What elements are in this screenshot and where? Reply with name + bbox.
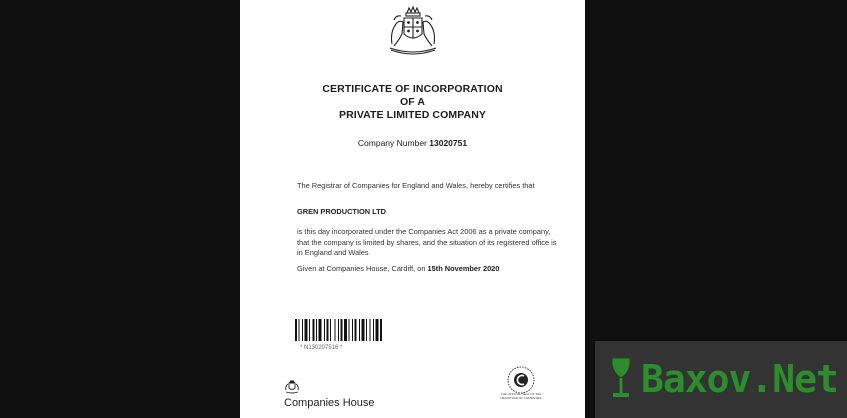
certificate-page [240,0,585,418]
wine-glass-icon [607,356,635,402]
royal-coat-of-arms-icon [382,4,444,56]
watermark-text: Baxov.Net [641,357,838,401]
barcode [295,319,425,341]
companies-house-name: Companies House [284,397,375,409]
given-at-line [297,264,559,275]
certificate-title-line-1: CERTIFICATE OF INCORPORATION [322,83,503,95]
official-seal-icon [496,360,546,410]
given-date: 15th November 2020 [427,264,500,273]
certificate-title-line-3: PRIVATE LIMITED COMPANY [339,109,486,121]
certificate-title-line-2: OF A [399,96,426,108]
company-number-label: Company Number [357,138,427,148]
companies-house-crest-icon [284,380,300,394]
seal-caption: THE OFFICIAL SEAL OF THE REGISTRAR OF COMPANIES [500,392,542,400]
incorporation-text: is this day incorporated under the Companies Act 2006 as a private company, that the company is limited by shares, and the situation of its registered office is in England and Wales [297,227,557,257]
barcode-number: * N130207516 * [300,345,343,351]
company-number-line [240,138,585,148]
company-name: GREN PRODUCTION LTD [297,207,386,216]
company-number-value: 13020751 [429,138,468,148]
given-prefix: Given at Companies House, Cardiff, on [297,264,426,273]
certifies-text: The Registrar of Companies for England and Wales, hereby certifies that [297,181,535,190]
